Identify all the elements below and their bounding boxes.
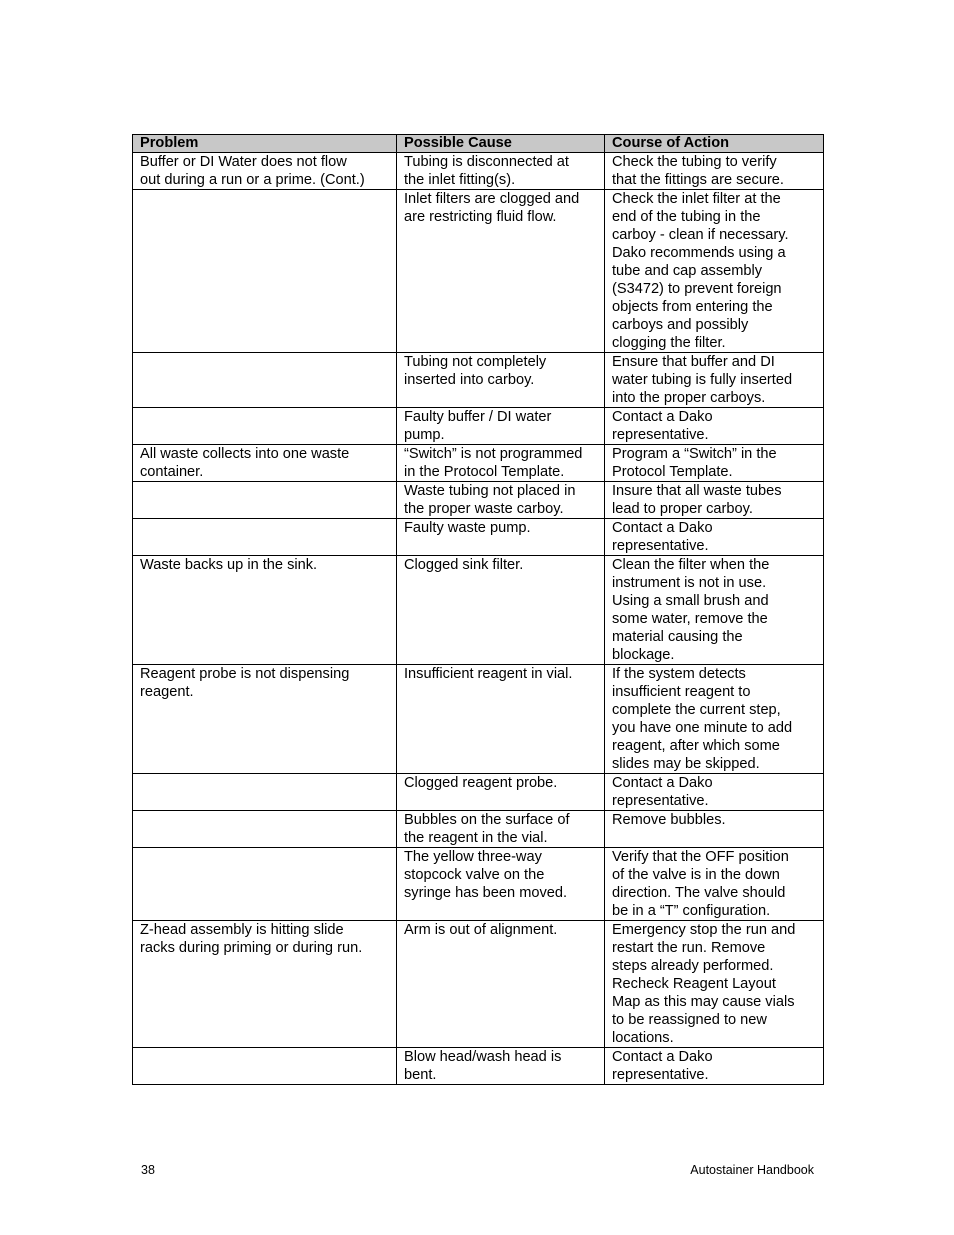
table-row — [133, 1048, 824, 1085]
problem-cell — [133, 811, 397, 848]
table-row — [133, 556, 824, 665]
table-row — [133, 153, 824, 190]
table-row — [133, 811, 824, 848]
book-title: Autostainer Handbook — [690, 1163, 814, 1177]
problem-cell — [133, 848, 397, 921]
possible-cause-cell: “Switch” is not programmed in the Protocol Template. — [397, 445, 605, 482]
possible-cause-cell: Waste tubing not placed in the proper waste carboy. — [397, 482, 605, 519]
table-header — [133, 135, 824, 153]
course-of-action-cell: Contact a Dako representative. — [605, 1048, 824, 1085]
problem-cell: Buffer or DI Water does not flow out during a run or a prime. (Cont.) — [133, 153, 397, 190]
table-body — [133, 153, 824, 1085]
problem-cell — [133, 353, 397, 408]
problem-cell: Reagent probe is not dispensing reagent. — [133, 665, 397, 774]
course-of-action-cell: Check the inlet filter at the end of the tubing in the carboy - clean if necessary. Dako recommends using a tube and cap assembly (S3472) to prevent foreign objects from entering the carboys and possibly clogging the filter. — [605, 190, 824, 353]
course-of-action-cell: Verify that the OFF position of the valve is in the down direction. The valve should be in a “T” configuration. — [605, 848, 824, 921]
page-number: 38 — [141, 1163, 155, 1177]
table-row — [133, 519, 824, 556]
table-row — [133, 353, 824, 408]
course-of-action-cell: If the system detects insufficient reagent to complete the current step, you have one minute to add reagent, after which some slides may be skipped. — [605, 665, 824, 774]
header-row — [133, 135, 824, 153]
possible-cause-cell: Insufficient reagent in vial. — [397, 665, 605, 774]
troubleshooting-table — [132, 134, 824, 1085]
problem-cell — [133, 190, 397, 353]
course-of-action-cell: Contact a Dako representative. — [605, 408, 824, 445]
table-row — [133, 408, 824, 445]
header-possible-cause: Possible Cause — [397, 135, 605, 153]
course-of-action-cell: Ensure that buffer and DI water tubing is fully inserted into the proper carboys. — [605, 353, 824, 408]
table-row — [133, 848, 824, 921]
possible-cause-cell: The yellow three-way stopcock valve on the syringe has been moved. — [397, 848, 605, 921]
table-row — [133, 665, 824, 774]
course-of-action-cell: Contact a Dako representative. — [605, 774, 824, 811]
possible-cause-cell: Inlet filters are clogged and are restricting fluid flow. — [397, 190, 605, 353]
course-of-action-cell: Program a “Switch” in the Protocol Template. — [605, 445, 824, 482]
problem-cell — [133, 774, 397, 811]
course-of-action-cell: Check the tubing to verify that the fittings are secure. — [605, 153, 824, 190]
possible-cause-cell: Bubbles on the surface of the reagent in the vial. — [397, 811, 605, 848]
possible-cause-cell: Clogged reagent probe. — [397, 774, 605, 811]
possible-cause-cell: Arm is out of alignment. — [397, 921, 605, 1048]
course-of-action-cell: Contact a Dako representative. — [605, 519, 824, 556]
problem-cell — [133, 408, 397, 445]
problem-cell: Z-head assembly is hitting slide racks during priming or during run. — [133, 921, 397, 1048]
table-row — [133, 921, 824, 1048]
possible-cause-cell: Tubing not completely inserted into carboy. — [397, 353, 605, 408]
course-of-action-cell: Clean the filter when the instrument is not in use. Using a small brush and some water, remove the material causing the blockage. — [605, 556, 824, 665]
problem-cell: All waste collects into one waste container. — [133, 445, 397, 482]
problem-cell: Waste backs up in the sink. — [133, 556, 397, 665]
header-problem: Problem — [133, 135, 397, 153]
possible-cause-cell: Faulty buffer / DI water pump. — [397, 408, 605, 445]
header-course-of-action: Course of Action — [605, 135, 824, 153]
possible-cause-cell: Blow head/wash head is bent. — [397, 1048, 605, 1085]
course-of-action-cell: Remove bubbles. — [605, 811, 824, 848]
possible-cause-cell: Tubing is disconnected at the inlet fitting(s). — [397, 153, 605, 190]
possible-cause-cell: Clogged sink filter. — [397, 556, 605, 665]
table-row — [133, 190, 824, 353]
problem-cell — [133, 519, 397, 556]
course-of-action-cell: Emergency stop the run and restart the run. Remove steps already performed. Recheck Reagent Layout Map as this may cause vials to be reassigned to new locations. — [605, 921, 824, 1048]
possible-cause-cell: Faulty waste pump. — [397, 519, 605, 556]
problem-cell — [133, 1048, 397, 1085]
table-row — [133, 774, 824, 811]
problem-cell — [133, 482, 397, 519]
table-row — [133, 445, 824, 482]
course-of-action-cell: Insure that all waste tubes lead to proper carboy. — [605, 482, 824, 519]
table-row — [133, 482, 824, 519]
